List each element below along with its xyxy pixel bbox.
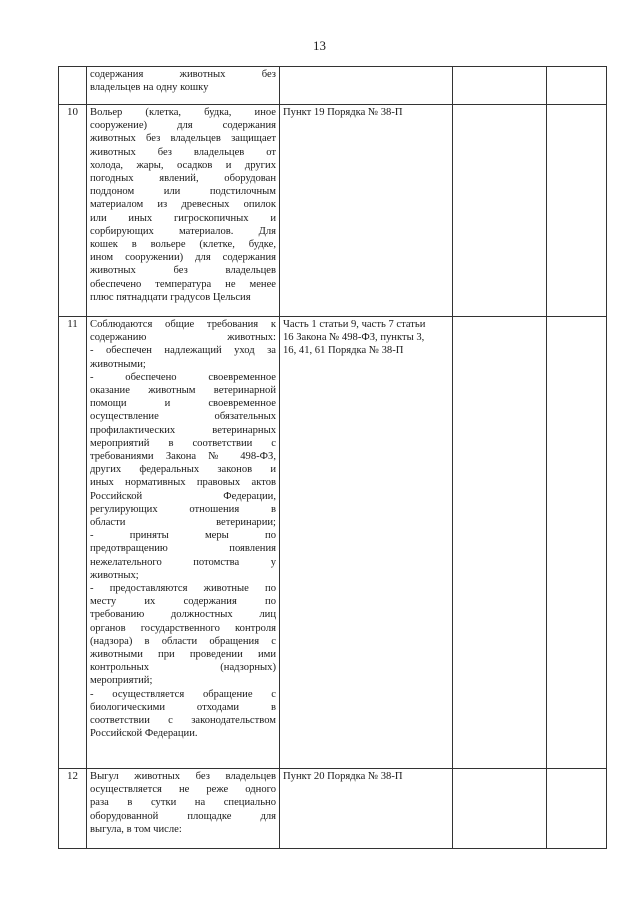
- row-number: 10: [59, 105, 87, 317]
- requirement-line: мероприятий;: [90, 675, 153, 687]
- requirement-line: поддоном или подстилочным: [90, 186, 276, 198]
- reference-line: Пункт 20 Порядка № 38-П: [283, 771, 403, 782]
- empty-cell: [453, 105, 547, 317]
- requirement-line: - обеспечено своевременное: [90, 371, 276, 383]
- requirement-line: осуществление обязательных: [90, 411, 276, 423]
- requirement-line: помощи и своевременное: [90, 398, 276, 410]
- requirement-line: или иных гигроскопичных и: [90, 212, 276, 224]
- requirement-line: содержанию животных:: [90, 332, 276, 344]
- requirement-line: требованию должностных лиц: [90, 609, 276, 621]
- reference-line: 16 Закона № 498-ФЗ, пункты 3,: [283, 332, 425, 344]
- requirement-line: Соблюдаются общие требования к: [90, 319, 276, 330]
- requirement-line: других федеральных законов и: [90, 464, 276, 476]
- requirement-line: нежелательного потомства у: [90, 556, 276, 568]
- requirement-line: животными;: [90, 358, 146, 370]
- requirement-line: месту их содержания по: [90, 596, 276, 608]
- table-row: [59, 105, 607, 317]
- requirement-line: животных;: [90, 569, 139, 581]
- empty-cell: [547, 67, 607, 105]
- empty-cell: [453, 67, 547, 105]
- row-number: 11: [59, 317, 87, 769]
- reference-cell: [280, 769, 453, 849]
- empty-cell: [453, 317, 547, 769]
- requirement-line: материалом из древесных опилок: [90, 199, 276, 211]
- requirement-line: животных без владельцев защищает: [90, 133, 276, 145]
- table-row: [59, 317, 607, 769]
- reference-cell: [280, 67, 453, 105]
- requirement-cell: [87, 105, 280, 317]
- requirement-line: профилактических ветеринарных: [90, 424, 276, 436]
- requirement-line: оказание животным ветеринарной: [90, 385, 276, 397]
- requirement-line: владельцев на одну кошку: [90, 82, 209, 94]
- requirement-line: предотвращению появления: [90, 543, 276, 555]
- requirement-line: оборудованной площадке для: [90, 810, 276, 822]
- requirement-line: животных без владельцев: [90, 265, 276, 277]
- requirement-line: - приняты меры по: [90, 530, 276, 542]
- row-number: 12: [59, 769, 87, 849]
- requirement-line: Российской Федерации,: [90, 490, 276, 502]
- requirement-line: сорбирующих материалов. Для: [90, 225, 276, 237]
- page-number: 13: [313, 38, 326, 53]
- requirement-line: Российской Федерации.: [90, 728, 198, 740]
- requirement-line: Вольер (клетка, будка, иное: [90, 107, 276, 118]
- requirement-line: иных нормативных правовых актов: [90, 477, 276, 489]
- requirement-cell: [87, 67, 280, 105]
- requirement-line: - осуществляется обращение с: [90, 688, 276, 700]
- requirement-line: контрольных (надзорных): [90, 662, 276, 674]
- empty-cell: [547, 317, 607, 769]
- requirement-line: раза в сутки на специально: [90, 797, 276, 809]
- reference-line: Часть 1 статьи 9, часть 7 статьи: [283, 319, 426, 330]
- requirement-line: требованиями Закона № 498-ФЗ,: [90, 451, 276, 463]
- requirement-line: холода, жары, осадков и других: [90, 159, 276, 171]
- requirement-line: погодных явлений, оборудован: [90, 173, 276, 185]
- requirement-line: органов государственного контроля: [90, 622, 276, 634]
- requirement-line: сооружение) для содержания: [90, 120, 276, 132]
- requirement-line: выгула, в том числе:: [90, 823, 182, 835]
- requirement-line: ином сооружении) для содержания: [90, 252, 276, 264]
- requirement-line: кошек в вольере (клетке, будке,: [90, 239, 276, 251]
- requirement-line: соответствии с законодательством: [90, 715, 276, 727]
- reference-line: Пункт 19 Порядка № 38-П: [283, 107, 403, 118]
- reference-line: 16, 41, 61 Порядка № 38-П: [283, 345, 404, 357]
- requirement-line: животными при проведении ими: [90, 649, 276, 661]
- table-row: [59, 67, 607, 105]
- requirement-line: - предоставляются животные по: [90, 583, 276, 595]
- requirement-cell: [87, 317, 280, 769]
- requirements-table: [58, 66, 607, 849]
- requirement-line: Выгул животных без владельцев: [90, 771, 276, 782]
- row-number: [59, 67, 87, 105]
- requirement-line: плюс пятнадцати градусов Цельсия: [90, 291, 251, 303]
- requirement-line: обеспечено температура не менее: [90, 278, 276, 290]
- empty-cell: [453, 769, 547, 849]
- reference-cell: [280, 317, 453, 769]
- reference-cell: [280, 105, 453, 317]
- requirement-line: (надзора) в области обращения с: [90, 635, 276, 647]
- requirement-line: содержания животных без: [90, 69, 276, 80]
- requirement-cell: [87, 769, 280, 849]
- empty-cell: [547, 769, 607, 849]
- requirement-line: осуществляется не реже одного: [90, 784, 276, 796]
- empty-cell: [547, 105, 607, 317]
- requirement-line: регулирующих отношения в: [90, 503, 276, 515]
- requirement-line: области ветеринарии;: [90, 517, 276, 529]
- requirement-line: - обеспечен надлежащий уход за: [90, 345, 276, 357]
- requirement-line: животных без владельцев от: [90, 146, 276, 158]
- table-row: [59, 769, 607, 849]
- requirement-line: биологическими отходами в: [90, 701, 276, 713]
- requirement-line: мероприятий в соответствии с: [90, 437, 276, 449]
